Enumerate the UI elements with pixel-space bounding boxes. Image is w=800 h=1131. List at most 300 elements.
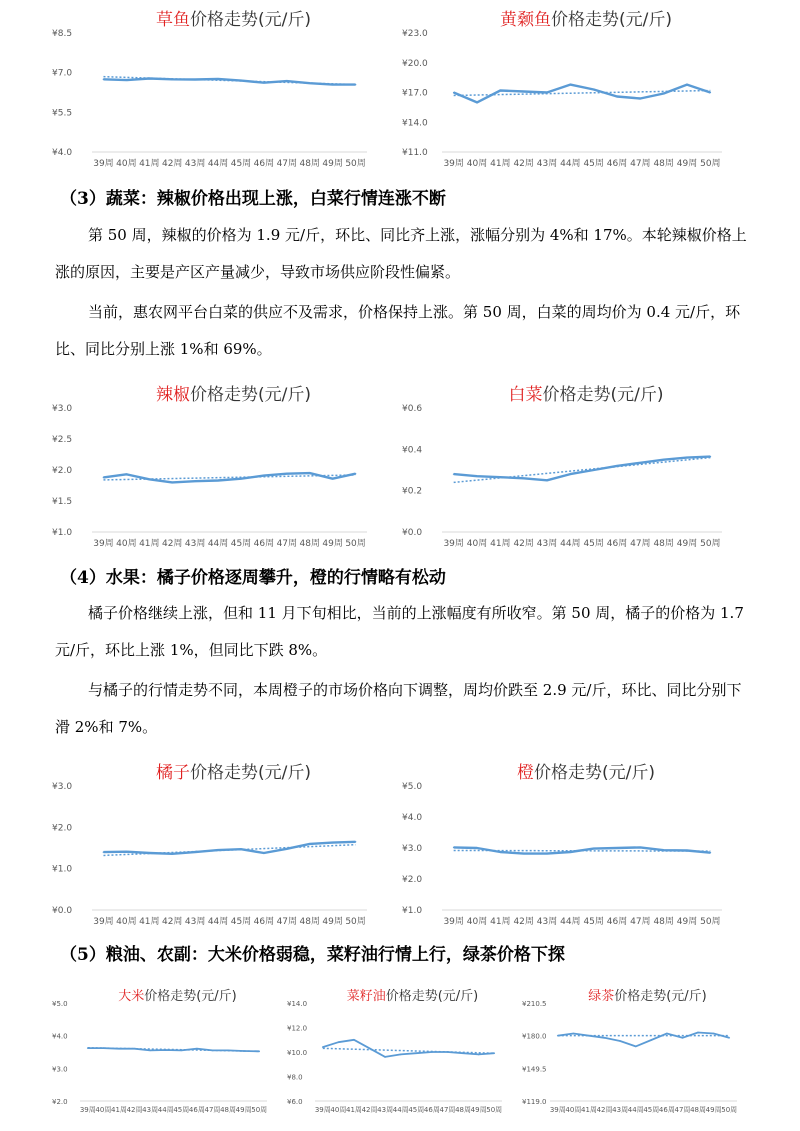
data-point: [217, 480, 219, 482]
x-tick-label: 47周: [630, 539, 651, 549]
data-point: [453, 92, 455, 94]
data-point: [616, 465, 618, 467]
x-tick-label: 48周: [299, 539, 320, 549]
chart-title-rest: 价格走势(元/斤): [190, 763, 311, 783]
data-point: [217, 78, 219, 80]
y-tick-label: ¥12.0: [287, 1024, 308, 1033]
x-tick-label: 42周: [513, 539, 534, 549]
data-point: [593, 89, 595, 91]
x-tick-label: 49周: [705, 1106, 722, 1114]
chart-title: [50, 5, 375, 30]
y-tick-label: ¥1.0: [52, 528, 73, 538]
x-tick-label: 46周: [188, 1106, 205, 1114]
x-tick-label: 42周: [513, 917, 534, 927]
data-point: [713, 1033, 715, 1035]
chart-title: [400, 758, 730, 783]
section-heading-grain-oil: （5）粮油、农副：大米价格弱稳，菜籽油行情上行，绿茶价格下探: [60, 945, 565, 965]
chart-title: [50, 758, 375, 783]
data-point: [240, 80, 242, 82]
data-point: [227, 1050, 229, 1052]
data-point: [462, 1052, 464, 1054]
x-tick-label: 46周: [253, 917, 275, 927]
data-point: [478, 1054, 480, 1056]
x-tick-label: 44周: [207, 917, 229, 927]
x-tick-label: 47周: [276, 917, 298, 927]
series-line: [88, 1048, 259, 1051]
x-tick-label: 44周: [560, 917, 581, 927]
x-tick-label: 39周: [79, 1106, 96, 1114]
x-tick-label: 49周: [322, 917, 343, 927]
data-point: [686, 84, 688, 86]
data-point: [103, 851, 105, 853]
data-point: [165, 1049, 167, 1051]
x-tick-label: 46周: [606, 539, 628, 549]
data-point: [682, 1037, 684, 1039]
x-tick-label: 39周: [93, 539, 114, 549]
y-tick-label: ¥0.6: [402, 404, 423, 414]
x-tick-label: 40周: [116, 539, 137, 549]
chart-rapeseed-oil: [285, 985, 510, 1115]
x-tick-label: 41周: [110, 1106, 127, 1114]
x-tick-label: 48周: [220, 1106, 237, 1114]
chart-title: [50, 380, 375, 405]
chart-title-highlight: 橙: [517, 763, 534, 783]
data-point: [103, 1047, 105, 1049]
paragraph-orange: 与橘子的行情走势不同，本周橙子的市场价格向下调整，周均价跌至 2.9 元/斤，环比、同比分别下滑 2%和 7%。: [55, 681, 742, 736]
y-tick-label: ¥8.0: [287, 1073, 303, 1082]
x-tick-label: 45周: [408, 1106, 425, 1114]
chart-title-rest: 价格走势(元/斤): [614, 989, 707, 1004]
chart-title-highlight: 草鱼: [156, 10, 190, 30]
x-tick-label: 47周: [674, 1106, 691, 1114]
x-tick-label: 49周: [322, 159, 343, 169]
chart-title-highlight: 黄颡鱼: [500, 10, 551, 30]
x-tick-label: 45周: [583, 159, 604, 169]
y-tick-label: ¥1.0: [52, 864, 73, 875]
chart-title-highlight: 绿茶: [588, 989, 615, 1004]
data-point: [149, 1050, 151, 1052]
x-tick-label: 43周: [142, 1106, 159, 1114]
data-point: [353, 1039, 355, 1041]
data-point: [557, 1035, 559, 1037]
x-tick-label: 47周: [439, 1106, 456, 1114]
y-tick-label: ¥3.0: [52, 1065, 68, 1074]
chart-title-rest: 价格走势(元/斤): [190, 10, 311, 30]
data-point: [355, 473, 357, 475]
x-tick-label: 42周: [596, 1106, 613, 1114]
series-line: [558, 1033, 729, 1047]
data-point: [369, 1048, 371, 1050]
data-point: [286, 473, 288, 475]
x-tick-label: 49周: [235, 1106, 252, 1114]
x-tick-label: 50周: [345, 539, 366, 549]
x-tick-label: 47周: [276, 539, 298, 549]
data-point: [134, 1048, 136, 1050]
chart-svg: [50, 985, 275, 1115]
y-tick-label: ¥0.0: [402, 528, 423, 538]
data-point: [640, 98, 642, 100]
data-point: [148, 78, 150, 80]
data-point: [453, 473, 455, 475]
data-point: [500, 851, 502, 853]
data-point: [384, 1056, 386, 1058]
data-point: [126, 79, 128, 81]
chart-title-highlight: 橘子: [156, 763, 190, 783]
data-point: [240, 478, 242, 480]
chart-title-rest: 价格走势(元/斤): [144, 989, 237, 1004]
y-tick-label: ¥2.0: [52, 1098, 68, 1106]
chart-svg: [400, 758, 730, 928]
x-tick-label: 44周: [207, 159, 229, 169]
chart-title: [400, 380, 730, 405]
chart-title-rest: 价格走势(元/斤): [534, 763, 655, 783]
data-point: [309, 82, 311, 84]
chart-rice: [50, 985, 275, 1115]
data-point: [126, 851, 128, 853]
x-tick-label: 48周: [653, 539, 674, 549]
x-tick-label: 39周: [93, 917, 114, 927]
x-tick-label: 41周: [345, 1106, 362, 1114]
series-line: [454, 457, 711, 481]
chart-title-rest: 价格走势(元/斤): [542, 385, 664, 405]
x-tick-label: 40周: [95, 1106, 112, 1114]
chart-grass-carp: [50, 5, 375, 170]
chart-title: [50, 985, 275, 1004]
y-tick-label: ¥20.0: [402, 58, 428, 69]
x-tick-label: 50周: [700, 159, 721, 169]
x-tick-label: 39周: [93, 159, 114, 169]
x-tick-label: 41周: [139, 539, 160, 549]
y-tick-label: ¥3.0: [52, 782, 73, 792]
y-tick-label: ¥3.0: [402, 844, 423, 854]
chart-title-highlight: 白菜: [508, 385, 543, 405]
data-point: [546, 92, 548, 94]
data-point: [171, 482, 173, 484]
y-tick-label: ¥180.0: [522, 1032, 547, 1041]
data-point: [194, 79, 196, 81]
chart-svg: [520, 985, 745, 1115]
x-tick-label: 49周: [470, 1106, 487, 1114]
x-tick-label: 41周: [139, 917, 160, 927]
data-point: [196, 1048, 198, 1050]
data-point: [212, 1050, 214, 1052]
data-point: [148, 852, 150, 854]
data-point: [322, 1046, 324, 1048]
data-point: [194, 851, 196, 853]
x-tick-label: 48周: [299, 159, 320, 169]
data-point: [710, 852, 712, 854]
y-tick-label: ¥0.2: [402, 486, 423, 497]
data-point: [500, 476, 502, 478]
x-tick-label: 39周: [443, 159, 464, 169]
y-tick-label: ¥14.0: [402, 118, 428, 129]
x-tick-label: 39周: [443, 917, 464, 927]
data-point: [570, 84, 572, 86]
y-tick-label: ¥5.0: [52, 1000, 68, 1008]
x-tick-label: 47周: [276, 159, 298, 169]
data-point: [332, 84, 334, 86]
series-line: [454, 847, 711, 853]
y-tick-label: ¥17.0: [402, 88, 428, 99]
x-tick-label: 43周: [536, 917, 558, 927]
data-point: [523, 91, 525, 93]
data-point: [263, 852, 265, 854]
x-tick-label: 45周: [173, 1106, 190, 1114]
data-point: [338, 1041, 340, 1043]
series-line: [104, 473, 356, 482]
data-point: [476, 102, 478, 104]
data-point: [447, 1051, 449, 1053]
x-tick-label: 49周: [322, 539, 343, 549]
x-tick-label: 41周: [490, 159, 511, 169]
x-tick-label: 44周: [627, 1106, 644, 1114]
x-tick-label: 47周: [204, 1106, 221, 1114]
data-point: [650, 1039, 652, 1041]
x-tick-label: 40周: [466, 159, 488, 169]
x-tick-label: 41周: [490, 539, 511, 549]
y-tick-label: ¥0.4: [402, 445, 423, 456]
x-tick-label: 42周: [161, 159, 183, 169]
x-tick-label: 49周: [676, 917, 698, 927]
data-point: [604, 1037, 606, 1039]
y-tick-label: ¥5.5: [52, 108, 73, 119]
data-point: [180, 1050, 182, 1052]
paragraph-chili: 第 50 周，辣椒的价格为 1.9 元/斤，环比、同比齐上涨，涨幅分别为 4%和 17%。本轮辣椒价格上涨的原因，主要是产区产量减少，导致市场供应阶段性偏紧。: [55, 226, 747, 281]
data-point: [666, 1033, 668, 1035]
trend-line: [323, 1048, 494, 1053]
x-tick-label: 43周: [377, 1106, 394, 1114]
x-tick-label: 45周: [230, 539, 252, 549]
data-point: [697, 1032, 699, 1034]
chart-tangerine: [50, 758, 375, 928]
data-point: [593, 848, 595, 850]
data-point: [635, 1046, 637, 1048]
x-tick-label: 40周: [565, 1106, 582, 1114]
data-point: [640, 847, 642, 849]
x-tick-label: 45周: [230, 917, 252, 927]
data-point: [476, 847, 478, 849]
data-point: [126, 474, 128, 476]
x-tick-label: 46周: [253, 539, 275, 549]
data-point: [309, 472, 311, 474]
x-tick-label: 44周: [392, 1106, 409, 1114]
data-point: [546, 853, 548, 855]
chart-svg: [285, 985, 510, 1115]
chart-cabbage: [400, 380, 730, 550]
data-point: [616, 96, 618, 98]
chart-title-rest: 价格走势(元/斤): [385, 989, 479, 1004]
x-tick-label: 49周: [676, 159, 698, 169]
x-tick-label: 50周: [486, 1106, 503, 1114]
x-tick-label: 42周: [361, 1106, 378, 1114]
data-point: [171, 78, 173, 80]
x-tick-label: 44周: [560, 159, 581, 169]
y-tick-label: ¥2.0: [52, 823, 73, 834]
x-tick-label: 39周: [443, 539, 464, 549]
x-tick-label: 48周: [690, 1106, 707, 1114]
y-tick-label: ¥5.0: [402, 782, 423, 792]
data-point: [476, 475, 478, 477]
x-tick-label: 46周: [658, 1106, 675, 1114]
chart-title-rest: 价格走势(元/斤): [190, 385, 311, 405]
x-tick-label: 39周: [314, 1106, 331, 1114]
x-tick-label: 45周: [583, 539, 604, 549]
x-tick-label: 48周: [653, 159, 674, 169]
series-line: [104, 842, 356, 854]
x-tick-label: 50周: [700, 917, 721, 927]
chart-title: [285, 985, 510, 1004]
y-tick-label: ¥210.5: [522, 1000, 547, 1008]
x-tick-label: 44周: [207, 539, 229, 549]
data-point: [286, 80, 288, 82]
x-tick-label: 48周: [299, 917, 320, 927]
data-point: [355, 841, 357, 843]
data-point: [355, 84, 357, 86]
x-tick-label: 42周: [513, 159, 534, 169]
data-point: [118, 1048, 120, 1050]
data-point: [103, 78, 105, 80]
chart-title-rest: 价格走势(元/斤): [551, 10, 672, 30]
x-tick-label: 44周: [157, 1106, 174, 1114]
chart-svg: [50, 380, 375, 550]
x-tick-label: 42周: [126, 1106, 143, 1114]
data-point: [332, 842, 334, 844]
data-point: [415, 1052, 417, 1054]
section-heading-fruits: （4）水果：橘子价格逐周攀升，橙的行情略有松动: [60, 568, 446, 588]
y-tick-label: ¥10.0: [287, 1049, 308, 1057]
x-tick-label: 45周: [643, 1106, 660, 1114]
x-tick-label: 43周: [536, 539, 558, 549]
data-point: [171, 853, 173, 855]
chart-title: [400, 5, 730, 30]
x-tick-label: 43周: [612, 1106, 629, 1114]
x-tick-label: 41周: [580, 1106, 597, 1114]
x-tick-label: 43周: [184, 539, 206, 549]
data-point: [217, 849, 219, 851]
y-tick-label: ¥2.5: [52, 435, 73, 445]
y-tick-label: ¥4.0: [52, 148, 73, 158]
y-tick-label: ¥6.0: [287, 1098, 303, 1106]
x-tick-label: 40周: [116, 917, 137, 927]
x-tick-label: 50周: [251, 1106, 268, 1114]
data-point: [663, 849, 665, 851]
data-point: [663, 459, 665, 461]
chart-svg: [400, 380, 730, 550]
x-tick-label: 50周: [345, 917, 366, 927]
data-point: [286, 848, 288, 850]
section-heading-vegetables: （3）蔬菜：辣椒价格出现上涨，白菜行情连涨不断: [60, 189, 446, 209]
x-tick-label: 49周: [676, 539, 698, 549]
data-point: [728, 1037, 730, 1039]
y-tick-label: ¥7.0: [52, 68, 73, 79]
data-point: [710, 456, 712, 458]
data-point: [400, 1054, 402, 1056]
x-tick-label: 43周: [536, 159, 558, 169]
x-tick-label: 44周: [560, 539, 581, 549]
chart-title-highlight: 菜籽油: [346, 989, 386, 1004]
x-tick-label: 40周: [116, 159, 137, 169]
y-tick-label: ¥0.0: [52, 906, 73, 916]
y-tick-label: ¥2.0: [52, 466, 73, 476]
data-point: [710, 92, 712, 94]
x-tick-label: 39周: [549, 1106, 566, 1114]
y-tick-label: ¥23.0: [402, 29, 428, 39]
trend-line: [454, 458, 711, 483]
x-tick-label: 48周: [653, 917, 674, 927]
chart-title-highlight: 大米: [118, 989, 145, 1004]
y-tick-label: ¥14.0: [287, 1000, 308, 1008]
x-tick-label: 41周: [139, 159, 160, 169]
data-point: [523, 853, 525, 855]
x-tick-label: 45周: [230, 159, 252, 169]
data-point: [663, 93, 665, 95]
data-point: [263, 475, 265, 477]
data-point: [148, 479, 150, 481]
data-point: [588, 1035, 590, 1037]
data-point: [570, 473, 572, 475]
data-point: [573, 1033, 575, 1035]
x-tick-label: 41周: [490, 917, 511, 927]
data-point: [619, 1040, 621, 1042]
data-point: [243, 1050, 245, 1052]
data-point: [332, 478, 334, 480]
x-tick-label: 46周: [253, 159, 275, 169]
data-point: [570, 851, 572, 853]
chart-chili: [50, 380, 375, 550]
chart-title: [520, 985, 745, 1004]
x-tick-label: 46周: [606, 159, 628, 169]
x-tick-label: 47周: [630, 159, 651, 169]
x-tick-label: 43周: [184, 159, 206, 169]
y-tick-label: ¥1.5: [52, 497, 73, 507]
data-point: [686, 457, 688, 459]
y-tick-label: ¥11.0: [402, 148, 428, 158]
chart-yellow-catfish: [400, 5, 730, 170]
y-tick-label: ¥2.0: [402, 875, 423, 885]
x-tick-label: 47周: [630, 917, 651, 927]
x-tick-label: 42周: [161, 539, 183, 549]
series-line: [104, 79, 356, 85]
y-tick-label: ¥8.5: [52, 29, 73, 39]
data-point: [546, 480, 548, 482]
data-point: [616, 847, 618, 849]
chart-svg: [50, 758, 375, 928]
data-point: [194, 480, 196, 482]
chart-title-highlight: 辣椒: [156, 385, 190, 405]
x-tick-label: 48周: [455, 1106, 472, 1114]
data-point: [87, 1047, 89, 1049]
data-point: [523, 477, 525, 479]
x-tick-label: 50周: [345, 159, 366, 169]
y-tick-label: ¥149.5: [522, 1065, 547, 1074]
x-tick-label: 50周: [700, 539, 721, 549]
x-tick-label: 46周: [606, 917, 628, 927]
y-tick-label: ¥4.0: [402, 813, 423, 823]
data-point: [493, 1052, 495, 1054]
x-tick-label: 43周: [184, 917, 206, 927]
data-point: [640, 462, 642, 464]
data-point: [263, 82, 265, 84]
x-tick-label: 42周: [161, 917, 183, 927]
x-tick-label: 40周: [330, 1106, 347, 1114]
chart-orange: [400, 758, 730, 928]
y-tick-label: ¥1.0: [402, 906, 423, 916]
y-tick-label: ¥119.0: [522, 1098, 547, 1106]
data-point: [686, 850, 688, 852]
data-point: [103, 477, 105, 479]
x-tick-label: 50周: [721, 1106, 738, 1114]
chart-green-tea: [520, 985, 745, 1115]
